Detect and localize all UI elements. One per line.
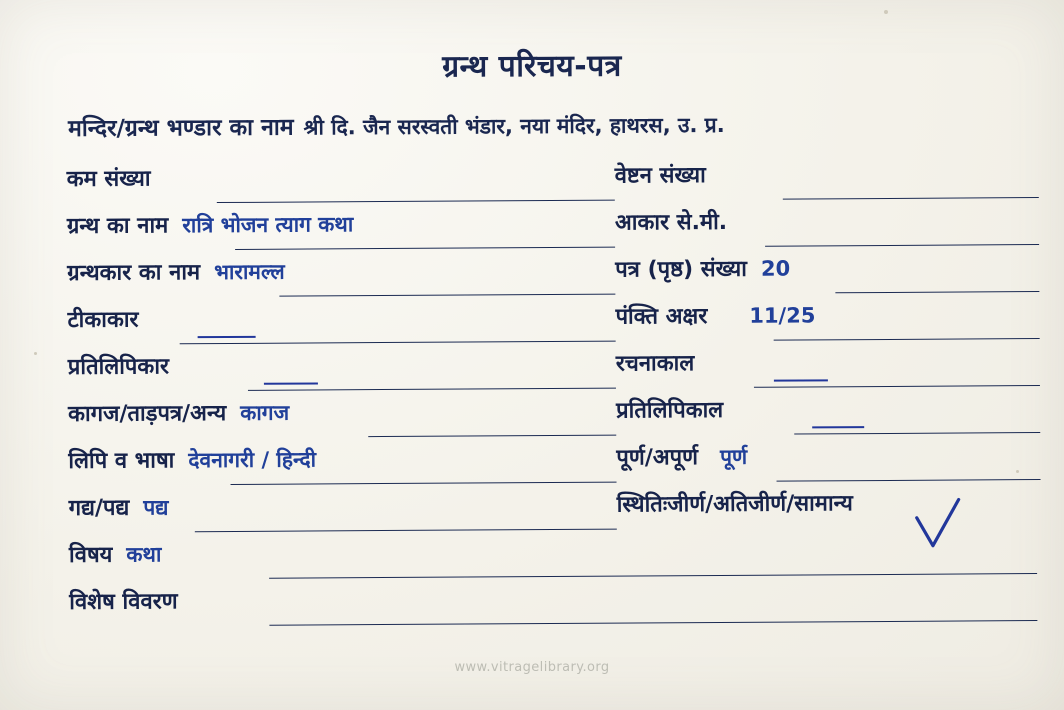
field-value xyxy=(151,178,175,185)
field-value: 11/25 xyxy=(749,303,816,328)
form-row xyxy=(67,204,1039,257)
underline xyxy=(217,200,615,203)
field-value xyxy=(706,175,730,182)
underline xyxy=(235,247,615,250)
form-row xyxy=(69,533,1041,586)
underline xyxy=(279,294,615,297)
form-fields xyxy=(67,157,1042,633)
ink-dash xyxy=(774,379,828,381)
field-kagaj-tadpatra-anya xyxy=(68,395,616,445)
underline xyxy=(754,385,1040,388)
field-value: भारामल्ल xyxy=(214,259,285,285)
field-pankti-akshar xyxy=(615,298,1039,348)
form-row xyxy=(67,251,1039,304)
underline xyxy=(835,291,1039,293)
field-label: कागज/ताड़पत्र/अन्य xyxy=(68,401,227,427)
field-label: प्रतिलिपिकाल xyxy=(616,397,724,424)
paper-speck xyxy=(1016,470,1019,473)
underline xyxy=(231,482,617,485)
field-value xyxy=(727,222,751,229)
field-label: पंक्ति अक्षर xyxy=(615,304,708,330)
field-value: रात्रि भोजन त्याग कथा xyxy=(182,212,354,238)
field-vishesh-vivaran xyxy=(69,583,617,633)
temple-name-row xyxy=(68,105,1038,143)
paper-speck xyxy=(884,10,888,14)
field-label: गद्य/पद्य xyxy=(68,495,130,521)
temple-name-label: मन्दिर/ग्रन्थ भण्डार का नाम xyxy=(67,114,294,142)
field-label: ग्रन्थ का नाम xyxy=(66,213,169,239)
field-label: आकार से.मी. xyxy=(614,209,728,236)
field-lipi-va-bhasha xyxy=(68,442,616,492)
field-label: वेष्टन संख्या xyxy=(614,163,706,189)
ink-dash xyxy=(198,336,256,338)
field-grantha-ka-nam xyxy=(67,207,615,257)
underline xyxy=(180,341,616,345)
page-title: ग्रन्थ परिचय-पत्र xyxy=(442,48,622,85)
field-label: पत्र (पृष्ठ) संख्या xyxy=(615,256,748,283)
field-value: देवनागरी / हिन्दी xyxy=(188,447,317,473)
temple-name-value: श्री दि. जैन सरस्वती भंडार, नया मंदिर, हाथरस, उ. प्र. xyxy=(303,112,725,140)
field-label: रचनाकाल xyxy=(615,351,695,377)
underline xyxy=(774,338,1040,341)
form-row xyxy=(68,345,1040,398)
form-row xyxy=(67,157,1039,210)
underline xyxy=(794,432,1040,435)
field-veshtan-sankhya xyxy=(615,157,1039,207)
field-granthakar-ka-nam xyxy=(67,254,615,304)
field-purna-apurna xyxy=(616,439,1040,489)
field-label: कम संख्या xyxy=(66,166,151,192)
field-label: ग्रन्थकार का नाम xyxy=(67,260,201,286)
underline xyxy=(368,435,616,438)
field-rachanakal xyxy=(616,345,1040,395)
underline xyxy=(248,388,616,391)
ink-dash xyxy=(264,382,318,384)
field-sthiti xyxy=(617,486,1041,536)
field-value: कागज xyxy=(240,400,290,425)
field-label: प्रतिलिपिकार xyxy=(67,354,170,380)
field-value: 20 xyxy=(760,256,791,281)
field-label: विशेष विवरण xyxy=(69,589,178,615)
form-row xyxy=(68,439,1040,492)
ink-dash xyxy=(812,426,864,428)
field-value xyxy=(178,601,202,608)
field-aakar-cm xyxy=(615,204,1039,254)
form-row xyxy=(69,486,1041,539)
underline xyxy=(195,529,617,533)
field-patra-sankhya xyxy=(615,251,1039,301)
form-row xyxy=(67,298,1039,351)
field-label: लिपि व भाषा xyxy=(68,448,175,474)
underline xyxy=(777,479,1041,482)
field-tikakar xyxy=(67,301,615,351)
field-label: स्थितिःजीर्ण/अतिजीर्ण/सामान्य xyxy=(616,491,853,518)
paper-speck xyxy=(34,352,37,355)
underline xyxy=(765,244,1039,247)
form-row xyxy=(68,392,1040,445)
field-gadya-padya xyxy=(69,489,617,539)
field-vishay xyxy=(69,536,617,586)
watermark-text: www.vitragelibrary.org xyxy=(454,660,610,675)
field-pratilipikar xyxy=(68,348,616,398)
field-label: पूर्ण/अपूर्ण xyxy=(616,445,699,471)
field-value: कथा xyxy=(126,542,162,567)
field-krama-sankhya xyxy=(67,160,615,210)
field-value: पद्य xyxy=(143,495,169,520)
field-label: टीकाकार xyxy=(67,307,139,333)
field-label: विषय xyxy=(68,542,113,568)
form-row xyxy=(69,580,1041,633)
field-pratilipikal xyxy=(616,392,1040,442)
field-value: पूर्ण xyxy=(719,444,748,469)
underline xyxy=(783,197,1039,200)
